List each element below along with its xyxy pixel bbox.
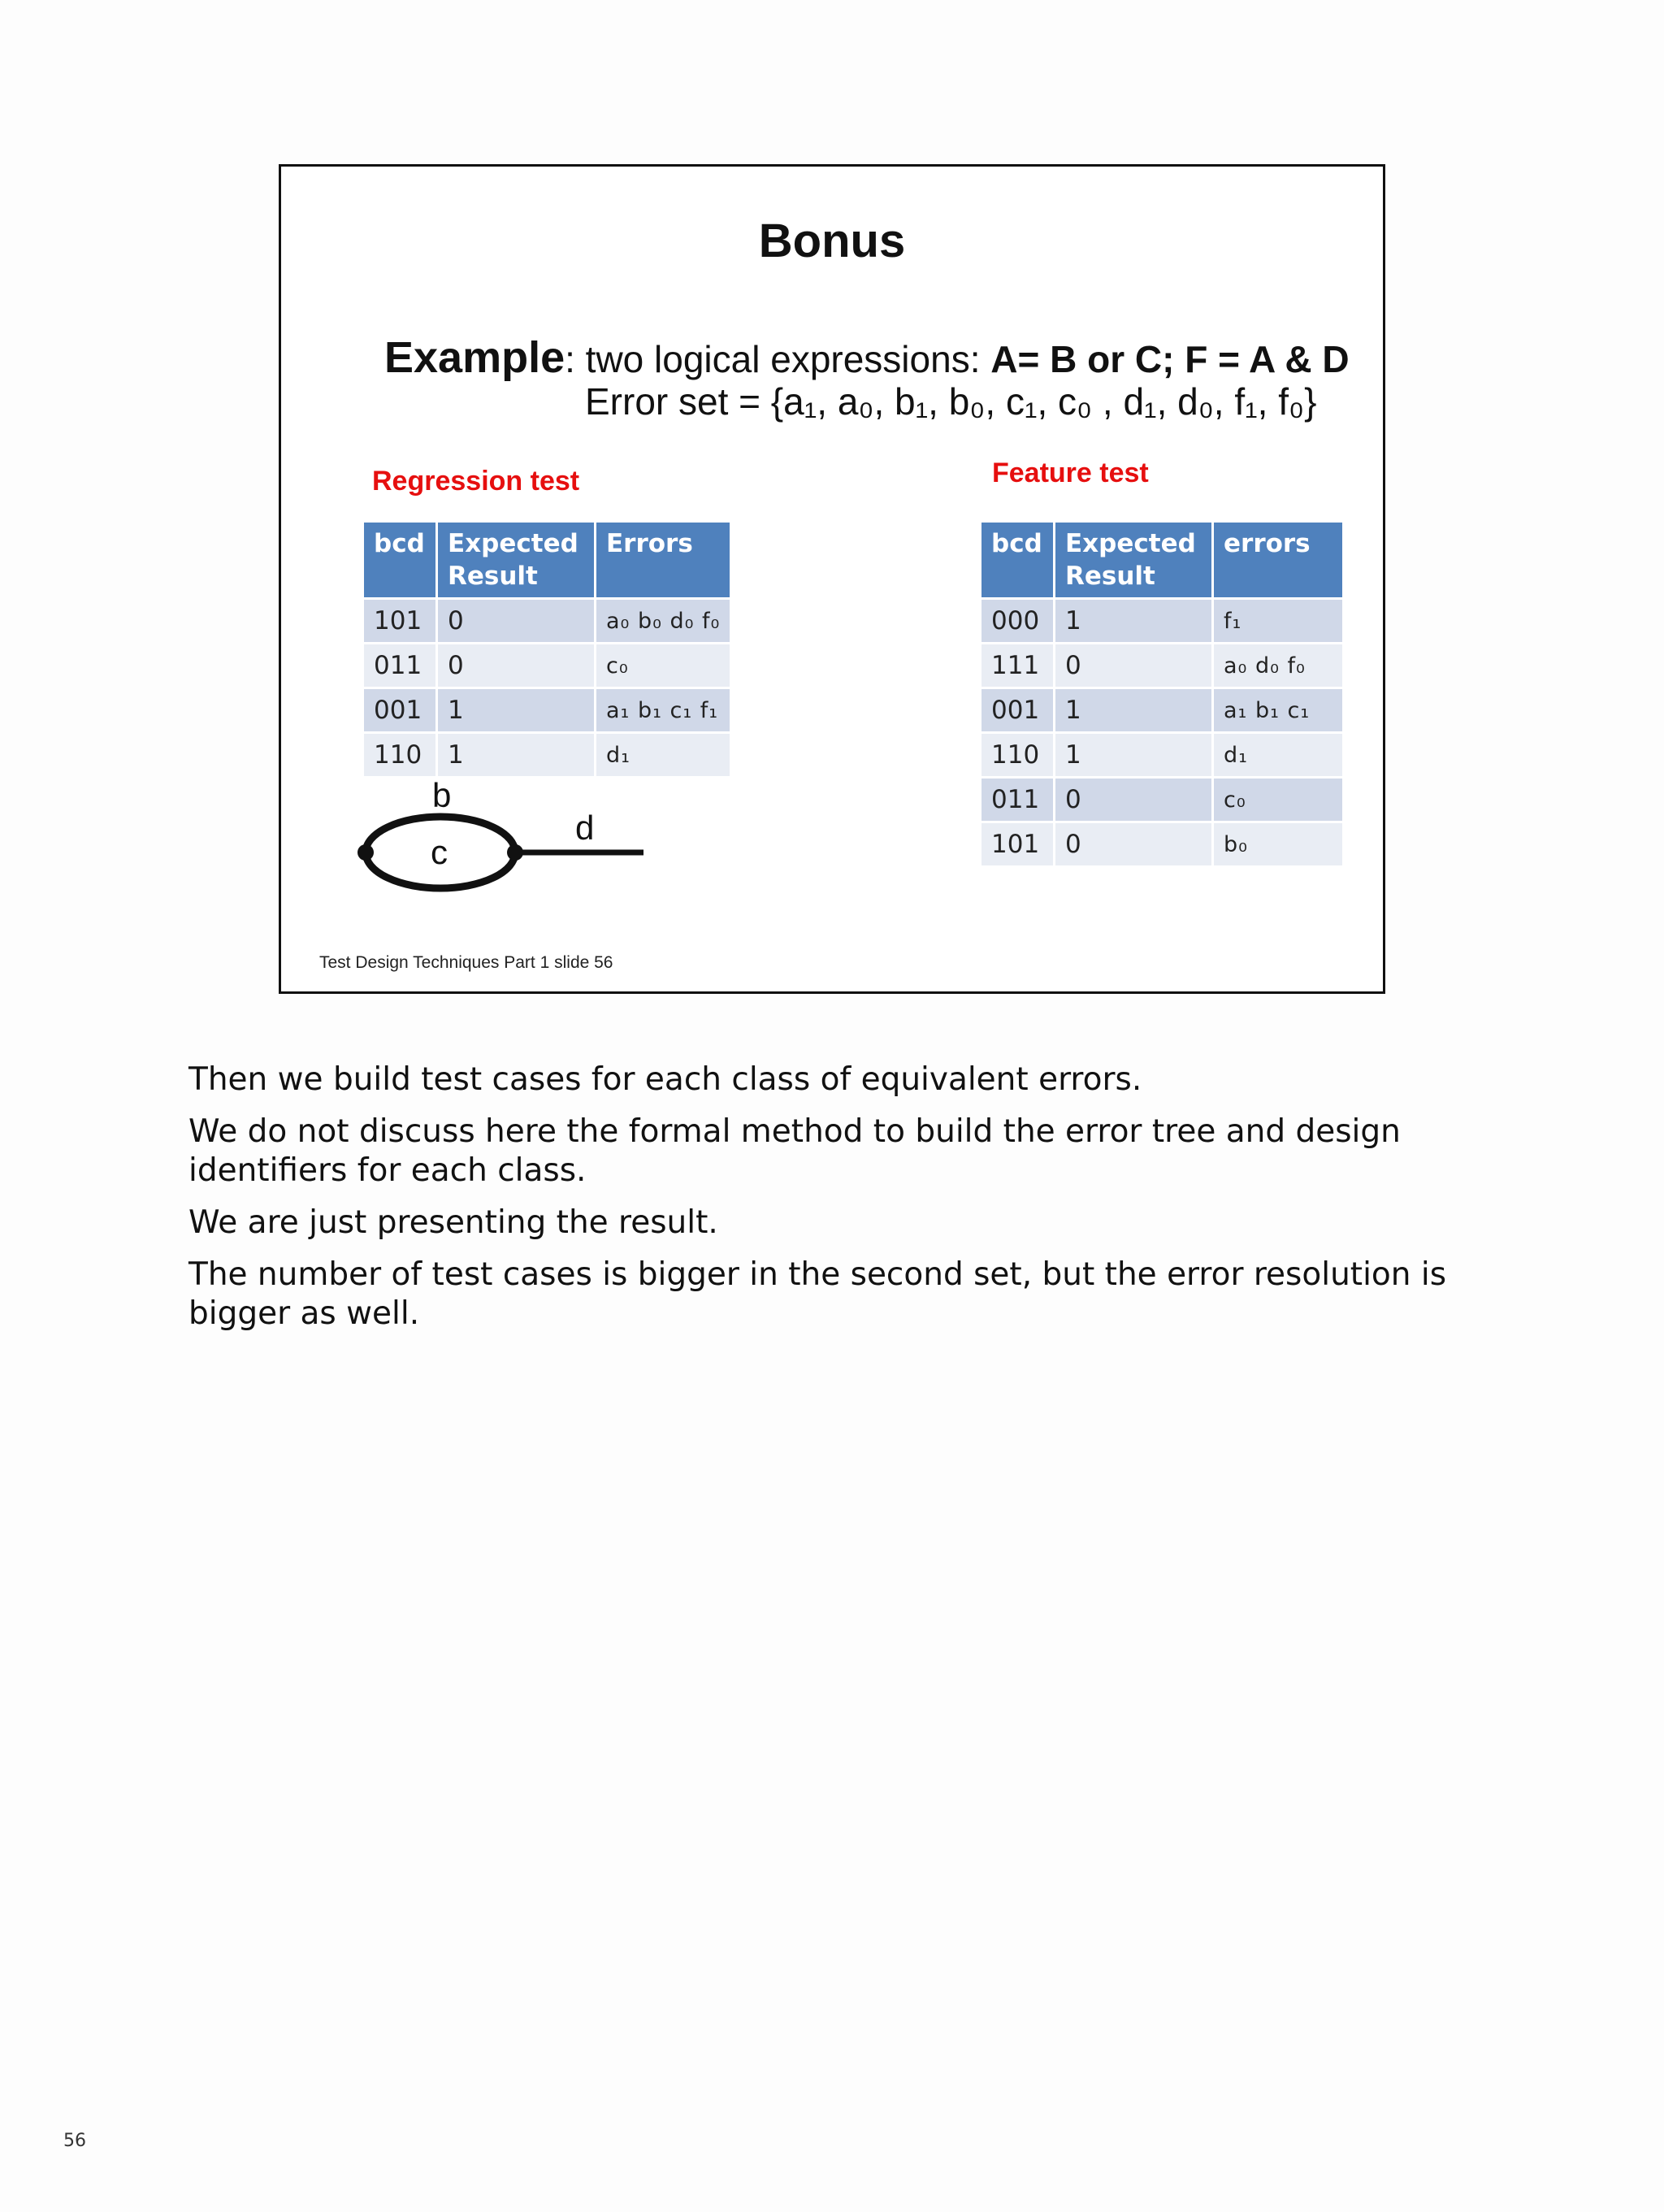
regression-table xyxy=(364,523,732,779)
example-word: Example xyxy=(384,333,566,382)
table-cell: b₀ xyxy=(1214,823,1345,868)
table-row xyxy=(364,600,732,644)
table-row xyxy=(364,689,732,734)
body-text xyxy=(188,1060,1497,1347)
right-node xyxy=(507,844,523,861)
example-line xyxy=(384,332,1350,383)
col-header: errors xyxy=(1214,523,1345,600)
table-row xyxy=(982,823,1345,868)
table-cell: d₁ xyxy=(596,734,732,779)
table-row xyxy=(982,689,1345,734)
error-set: Error set = {a₁, a₀, b₁, b₀, c₁, c₀ , d₁, d₀, f₁, f₀} xyxy=(585,380,1317,423)
label-c: c xyxy=(431,833,448,871)
table-cell: 110 xyxy=(364,734,438,779)
table-cell: 0 xyxy=(438,644,596,689)
table-cell: 1 xyxy=(1055,689,1214,734)
paragraph: The number of test cases is bigger in the second set, but the error resolution is bigger as well. xyxy=(188,1256,1447,1332)
table-row xyxy=(982,600,1345,644)
left-node xyxy=(358,844,374,861)
table-row xyxy=(982,644,1345,689)
table-header-row xyxy=(982,523,1345,600)
table-cell: c₀ xyxy=(1214,779,1345,823)
slide-image xyxy=(279,164,1385,994)
regression-caption: Regression test xyxy=(372,466,580,497)
label-d: d xyxy=(575,809,595,847)
col-header: bcd xyxy=(364,523,438,600)
col-header: Expected Result xyxy=(1055,523,1214,600)
table-cell: d₁ xyxy=(1214,734,1345,779)
col-header: Expected Result xyxy=(438,523,596,600)
table-cell: 1 xyxy=(1055,734,1214,779)
table-cell: 000 xyxy=(982,600,1055,644)
table-cell: 1 xyxy=(438,734,596,779)
table-cell: 0 xyxy=(1055,644,1214,689)
table-cell: 0 xyxy=(438,600,596,644)
table-cell: c₀ xyxy=(596,644,732,689)
logic-graph-diagram xyxy=(346,774,655,925)
table-cell: 101 xyxy=(364,600,438,644)
table-cell: a₁ b₁ c₁ f₁ xyxy=(596,689,732,734)
table-cell: 0 xyxy=(1055,779,1214,823)
feature-caption: Feature test xyxy=(992,458,1149,488)
table-cell: 011 xyxy=(364,644,438,689)
col-header: Errors xyxy=(596,523,732,600)
table-cell: 101 xyxy=(982,823,1055,868)
table-cell: 0 xyxy=(1055,823,1214,868)
table-cell: a₀ b₀ d₀ f₀ xyxy=(596,600,732,644)
table-cell: 011 xyxy=(982,779,1055,823)
table-header-row xyxy=(364,523,732,600)
table-cell: a₁ b₁ c₁ xyxy=(1214,689,1345,734)
col-header: bcd xyxy=(982,523,1055,600)
label-b: b xyxy=(432,776,452,814)
example-text: : two logical expressions: xyxy=(565,338,991,380)
slide-footer: Test Design Techniques Part 1 slide 56 xyxy=(319,953,613,972)
table-cell: 001 xyxy=(982,689,1055,734)
table-cell: 001 xyxy=(364,689,438,734)
table-row xyxy=(982,779,1345,823)
table-row xyxy=(982,734,1345,779)
table-row xyxy=(364,734,732,779)
table-cell: 1 xyxy=(1055,600,1214,644)
page-number: 56 xyxy=(63,2131,86,2151)
table-row xyxy=(364,644,732,689)
paragraph: Then we build test cases for each class of equivalent errors. xyxy=(188,1061,1142,1098)
table-cell: f₁ xyxy=(1214,600,1345,644)
slide-title: Bonus xyxy=(758,215,906,267)
table-cell: 111 xyxy=(982,644,1055,689)
table-cell: 1 xyxy=(438,689,596,734)
paragraph: We do not discuss here the formal method to build the error tree and design identifiers for each class. xyxy=(188,1113,1401,1189)
feature-table xyxy=(982,523,1345,868)
example-expressions: A= B or C; F = A & D xyxy=(990,338,1350,380)
paragraph: We are just presenting the result. xyxy=(188,1204,718,1241)
table-cell: 110 xyxy=(982,734,1055,779)
table-cell: a₀ d₀ f₀ xyxy=(1214,644,1345,689)
